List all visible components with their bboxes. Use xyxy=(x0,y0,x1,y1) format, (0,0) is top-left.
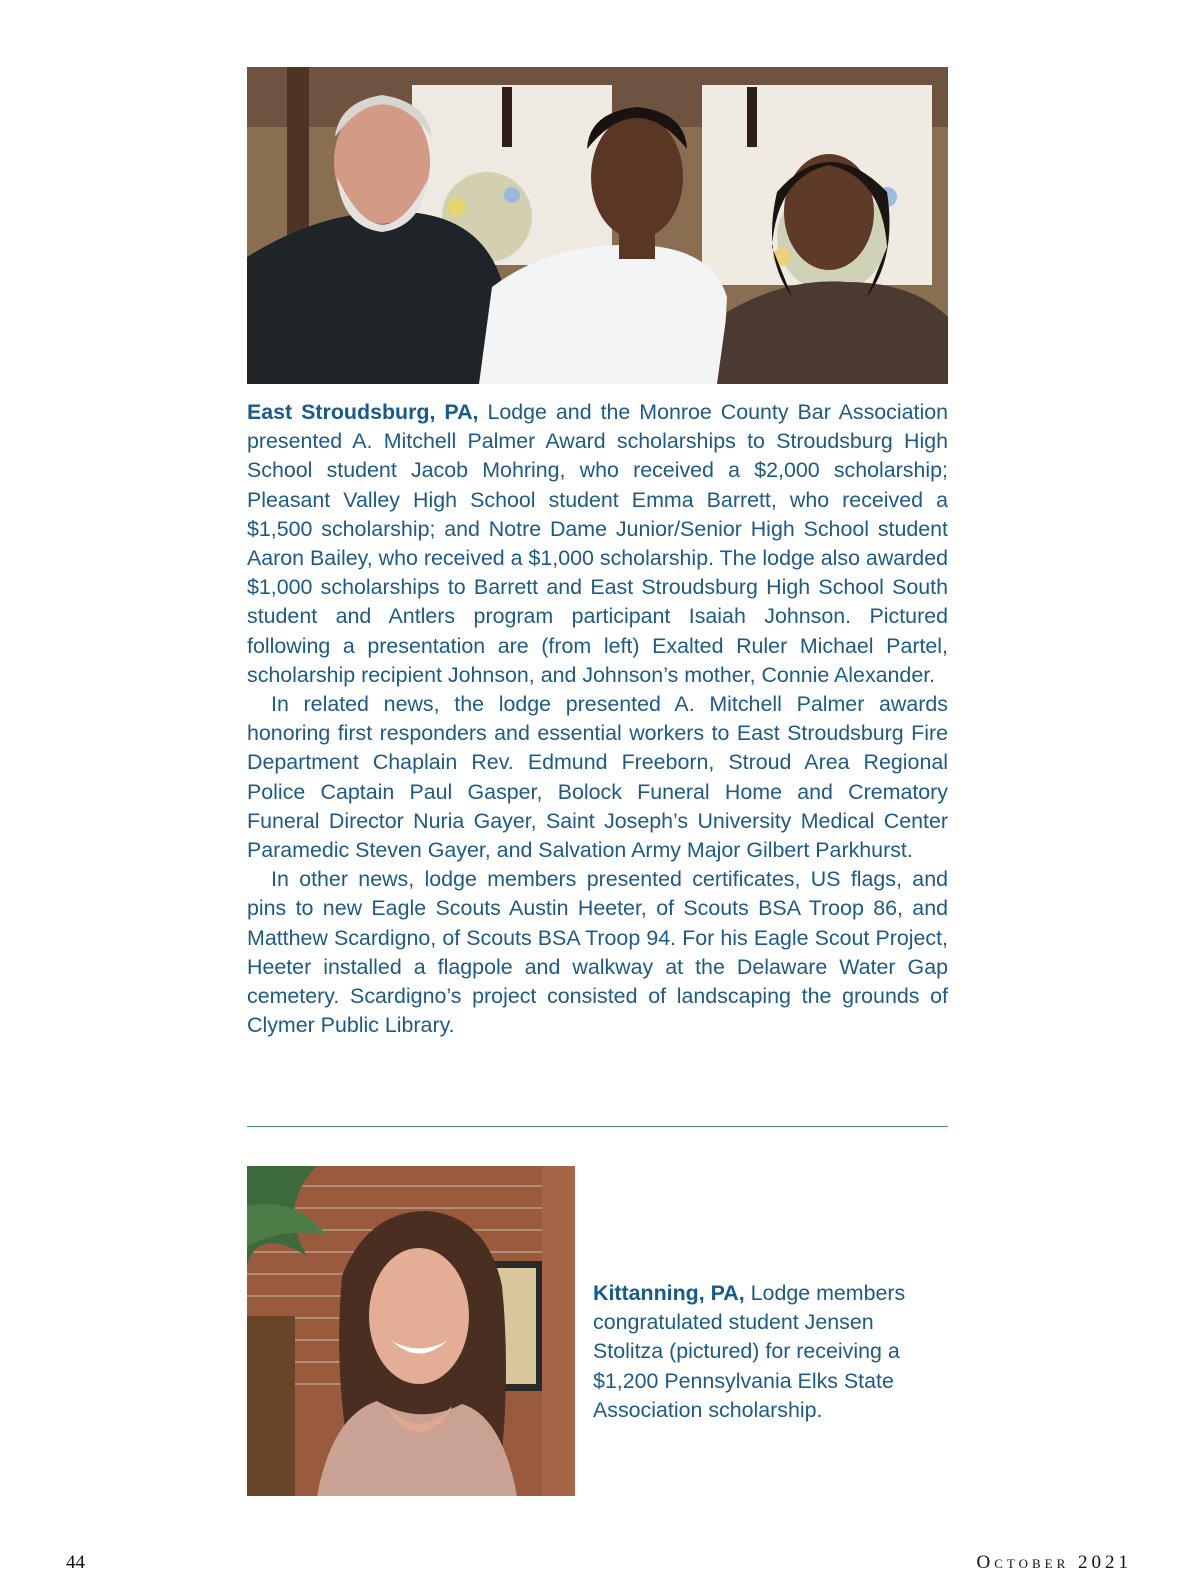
article-lead-location: Kittanning, PA, xyxy=(593,1281,745,1305)
portrait-photo-kittanning xyxy=(247,1166,575,1496)
group-photo-east-stroudsburg xyxy=(247,67,948,384)
article-paragraph: In other news, lodge members presented certificates, US flags, and pins to new Eagle Scouts Austin Heeter, of Scouts BSA Troop 86, and Matthew Scardigno, of Scouts BSA Troop 94. For his Eagle Scout Project, Heeter installed a flagpole and walkway at the Delaware Water Gap cemetery. Scardigno’s project consisted of landscaping the grounds of Clymer Public Library. xyxy=(247,867,948,1038)
article-lead-location: East Stroudsburg, PA, xyxy=(247,400,479,424)
article-paragraph xyxy=(593,1279,943,1425)
page-number: 44 xyxy=(66,1552,85,1573)
article-paragraph xyxy=(247,398,948,690)
section-divider xyxy=(247,1126,948,1127)
article-paragraph: In related news, the lodge presented A. Mitchell Palmer awards honoring first responders and essential workers to East Stroudsburg Fire Department Chaplain Rev. Edmund Freeborn, Stroud Area Regional Police Captain Paul Gasper, Bolock Funeral Home and Crematory Funeral Director Nuria Gayer, Saint Joseph’s University Medical Center Paramedic Steven Gayer, and Salvation Army Major Gilbert Parkhurst. xyxy=(247,692,948,863)
article-east-stroudsburg xyxy=(247,398,948,1040)
article-body-text: Lodge members congratulated student Jensen Stolitza (pictured) for receiving a $1,200 Pennsylvania Elks State Association scholarship. xyxy=(593,1281,906,1422)
article-kittanning xyxy=(593,1279,943,1425)
article-body-text: Lodge and the Monroe County Bar Association presented A. Mitchell Palmer Award scholarships to Stroudsburg High School student Jacob Mohring, who received a $2,000 scholarship; Pleasant Valley High School student Emma Barrett, who received a $1,500 scholarship; and Notre Dame Junior/Senior High School student Aaron Bailey, who received a $1,000 scholarship. The lodge also awarded $1,000 scholarships to Barrett and East Stroudsburg High School South student and Antlers program participant Isaiah Johnson. Pictured following a presentation are (from left) Exalted Ruler Michael Partel, scholarship recipient Johnson, and Johnson’s mother, Connie Alexander. xyxy=(247,400,948,687)
issue-date: October 2021 xyxy=(976,1552,1132,1573)
